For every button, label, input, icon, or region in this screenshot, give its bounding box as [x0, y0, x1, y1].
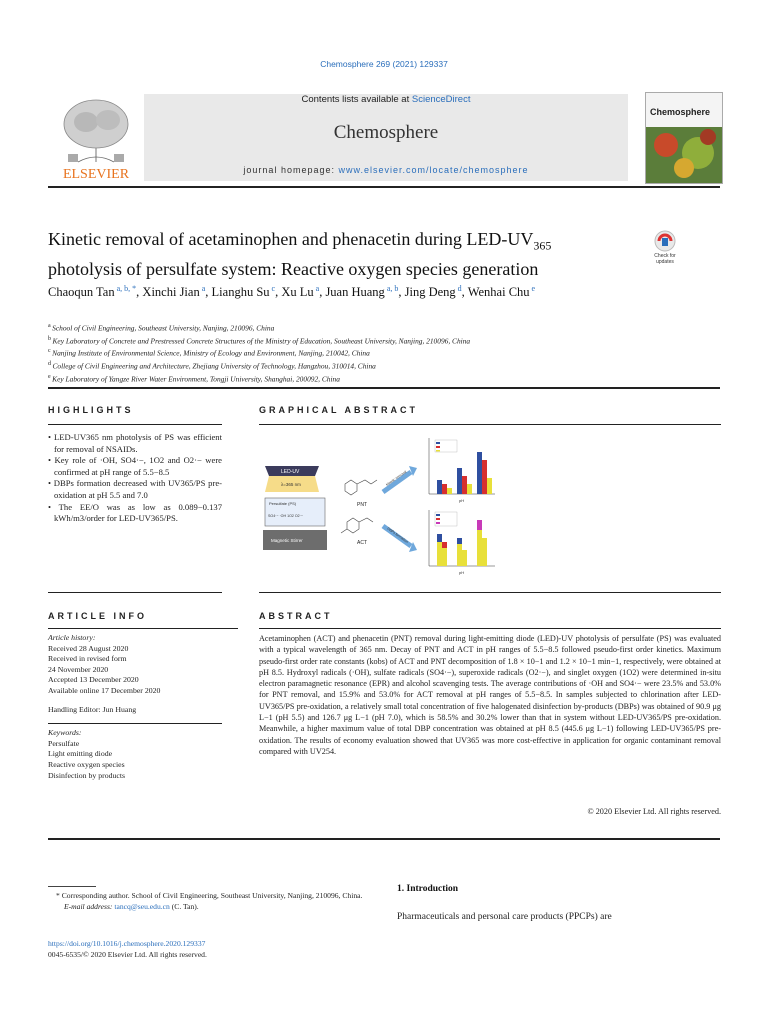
article-info-heading: ARTICLE INFO [48, 611, 147, 621]
highlight-item: • LED-UV365 nm photolysis of PS was efficient for removal of NSAIDs. [48, 432, 222, 454]
affiliation-item [48, 334, 718, 347]
arrow-top-label: Kinetic removal [385, 469, 408, 487]
author-name[interactable]: Xu Lu [281, 285, 314, 300]
elsevier-tree-icon [48, 92, 144, 182]
affiliation-item [48, 359, 718, 372]
abstract-bottom-divider [48, 838, 720, 840]
affiliation-item [48, 346, 718, 359]
issn-line: 0045-6535/© 2020 Elsevier Ltd. All rights reserved. [48, 950, 207, 959]
keywords-rule [48, 723, 222, 724]
highlight-item: • DBPs formation decreased with UV365/PS pre-oxidation at pH 5.5 and 7.0 [48, 478, 222, 500]
footnote-rule [48, 886, 96, 887]
act-label: ACT [357, 540, 367, 546]
email-link[interactable]: tancq@seu.edu.cn [114, 902, 170, 911]
journal-cover[interactable] [645, 92, 723, 184]
check-for-updates-button[interactable] [645, 229, 685, 265]
highlight-item: • The EE/O was as low as 0.089−0.137 kWh/m3/order for LED-UV365/PS. [48, 501, 222, 524]
corresponding-author-footnote [48, 890, 378, 912]
graphical-abstract-heading: GRAPHICAL ABSTRACT [259, 405, 418, 415]
top-chart-ph-label: pH [459, 498, 465, 503]
history-line: Received in revised form [48, 654, 127, 664]
affiliation-mark: e [48, 373, 53, 380]
title-subscript: 365 [533, 238, 552, 253]
title-line-1: Kinetic removal of acetaminophen and phenacetin during LED-UV [48, 229, 534, 249]
email-suffix: (C. Tan). [169, 902, 199, 911]
sciencedirect-link[interactable]: ScienceDirect [411, 94, 471, 105]
affiliation-mark: a [48, 323, 53, 329]
highlight-item: • Key role of ·OH, SO4·−, 1O2 and O2·− were confirmed at pH range of 5.5−8.5 [48, 455, 222, 477]
introduction-text: Pharmaceuticals and personal care products (PPCPs) are [397, 912, 612, 922]
contents-prefix: Contents lists available at [301, 94, 412, 105]
journal-homepage [144, 165, 628, 175]
affiliation-text: Key Laboratory of Yangze River Water Environment, Tongji University, Shanghai, 200092, China [52, 374, 340, 384]
author-affiliation-mark[interactable]: a, b, * [114, 284, 137, 293]
affiliation-text: Nanjing Institute of Environmental Science, Ministry of Ecology and Environment, Nanjing, 210042, China [52, 348, 370, 358]
affiliation-list [48, 321, 718, 384]
affiliation-mark: d [48, 361, 53, 368]
bottom-chart-ph-label: pH [459, 570, 465, 575]
lamp-label: LED-UV [281, 469, 300, 475]
stirrer-label: Magnetic Stirrer [271, 538, 303, 543]
arrow-bottom-label: DBPs formation [386, 526, 409, 544]
homepage-label: journal homepage: [243, 165, 339, 175]
reactor-label: Persulfate (PS) [269, 501, 297, 506]
wavelength-label: λ=365 nm [281, 482, 301, 487]
author-name[interactable]: Lianghu Su [211, 285, 270, 300]
affiliation-text: School of Civil Engineering, Southeast University, Nanjing, 210096, China [52, 323, 275, 333]
history-line: Received 28 August 2020 [48, 643, 129, 653]
homepage-link[interactable]: www.elsevier.com/locate/chemosphere [338, 165, 529, 175]
author-affiliation-mark[interactable]: c [269, 284, 276, 293]
author-name[interactable]: Xinchi Jian [142, 285, 200, 300]
affiliation-mark: b [48, 335, 53, 342]
graphical-abstract-image [259, 430, 507, 578]
corresponding-author: * Corresponding author. School of Civil Engineering, Southeast University, Nanjing, 210096, China. [56, 891, 363, 900]
contents-line [144, 94, 628, 105]
author-name[interactable]: Wenhai Chu [467, 285, 530, 300]
keyword[interactable]: Light emitting diode [48, 749, 113, 759]
author-separator: , [398, 285, 405, 300]
article-info-panel [48, 633, 238, 781]
title-divider [48, 387, 720, 389]
elsevier-logo[interactable] [48, 92, 144, 182]
highlights-rule [48, 424, 222, 425]
author-separator: , [275, 285, 282, 300]
doi-block [48, 938, 378, 960]
abstract-rule [259, 628, 721, 629]
abstract-heading: ABSTRACT [259, 611, 333, 621]
journal-name[interactable]: Chemosphere [333, 122, 439, 143]
graphical-abstract-bottom-rule [259, 592, 721, 593]
author-separator: , [461, 285, 468, 300]
author-name[interactable]: Juan Huang [325, 285, 385, 300]
affiliation-mark: c [48, 348, 53, 355]
author-affiliation-mark[interactable]: a [313, 284, 320, 293]
keyword[interactable]: Persulfate [48, 738, 80, 748]
highlights-bottom-rule [48, 592, 222, 593]
article-title [48, 228, 628, 281]
affiliation-item [48, 372, 718, 385]
author-affiliation-mark[interactable]: a, b [384, 284, 399, 293]
cover-title: Chemosphere [650, 107, 711, 117]
history-line: Accepted 13 December 2020 [48, 675, 139, 685]
author-affiliation-mark[interactable]: d [455, 284, 462, 293]
journal-citation[interactable]: Chemosphere 269 (2021) 129337 [320, 59, 448, 69]
author-separator: , [205, 285, 212, 300]
header-divider [48, 186, 720, 188]
author-separator: , [319, 285, 326, 300]
graphical-abstract-figure[interactable] [259, 430, 507, 578]
author-affiliation-mark[interactable]: a [199, 284, 206, 293]
highlights-heading: HIGHLIGHTS [48, 405, 134, 415]
doi-link[interactable]: https://doi.org/10.1016/j.chemosphere.2020.129337 [48, 939, 206, 948]
check-updates-label: Check for updates [654, 253, 676, 265]
author-list [48, 279, 648, 302]
author-name[interactable]: Jing Deng [404, 285, 456, 300]
history-line: Available online 17 December 2020 [48, 685, 161, 695]
radicals-label: SO4·− ·OH 1O2 O2·− [268, 514, 303, 518]
author-affiliation-mark[interactable]: e [529, 284, 536, 293]
keyword[interactable]: Reactive oxygen species [48, 759, 125, 769]
article-history-label: Article history: [48, 633, 96, 642]
author-name[interactable]: Chaoqun Tan [48, 285, 115, 300]
graphical-abstract-rule [259, 424, 721, 425]
handling-editor: Handling Editor: Jun Huang [48, 704, 137, 714]
article-info-rule [48, 628, 238, 629]
title-line-2: photolysis of persulfate system: Reactive oxygen species generation [48, 258, 539, 279]
history-line: 24 November 2020 [48, 664, 109, 674]
pnt-label: PNT [357, 502, 367, 508]
author-separator: , [136, 285, 143, 300]
email-label: E-mail address: [64, 902, 115, 911]
affiliation-item [48, 321, 718, 334]
keyword[interactable]: Disinfection by products [48, 770, 126, 780]
highlights-list [48, 432, 222, 525]
elsevier-wordmark: ELSEVIER [62, 167, 130, 182]
abstract-copyright: © 2020 Elsevier Ltd. All rights reserved. [587, 807, 721, 816]
affiliation-text: College of Civil Engineering and Architecture, Zhejiang University of Technology, Hangzhou, 310014, China [52, 361, 376, 371]
abstract-text: Acetaminophen (ACT) and phenacetin (PNT) removal during light-emitting diode (LED)-UV photolysis of persulfate (PS) was evaluated with a typical wavelength of 365 nm. Decay of PNT and ACT in pH ranges of 5.5−8.5 followed pseudo-first order kinetics. Maximum pseudo-first order rate constants (kobs) of ACT and PNT decomposition of 1.8 × 10−1 and 1.2 × 10−1 min−1, respectively, were obtained at pH 8.5. Hydroxyl radicals (·OH), sulfate radicals (SO4·−), superoxide radicals (O2·−), and singlet oxygen (1O2) were determined in-situ electron paramagnetic resonance (EPR) and alcohol scavenging tests. The average contributions of ·OH and SO4·− were 23.5% and 53.0% for PNT removal, and 15.9% and 53.0% for ACT removal at pH ranges of 5.5−8.5. In samples subjected to chlorination after LED-UV365/PS pre-oxidation, a relatively small total concentration of five halogenated disinfection by-products (DBPs) was obtained of 90.9 μg L−1 (pH 5.5) and 126.7 μg L−1 (pH 7.0), which is 58.5% and 30.2% lower than that in system without LED-UV365/PS pre-oxidation. Meanwhile, a higher maximum value of total DBP concentration was obtained at pH 8.5 (445.6 μg L−1) following LED-UV365/PS pre-oxidation. The results of economy evaluation showed that UV365 was more cost-effective in application for organic contaminant removal compared with UV254. [259, 634, 721, 756]
affiliation-text: Key Laboratory of Concrete and Prestressed Concrete Structures of the Ministry of Education, Southeast University, Nanjing, 210096, China [52, 336, 471, 346]
keywords-label: Keywords: [48, 728, 82, 738]
introduction-heading: 1. Introduction [397, 884, 459, 894]
